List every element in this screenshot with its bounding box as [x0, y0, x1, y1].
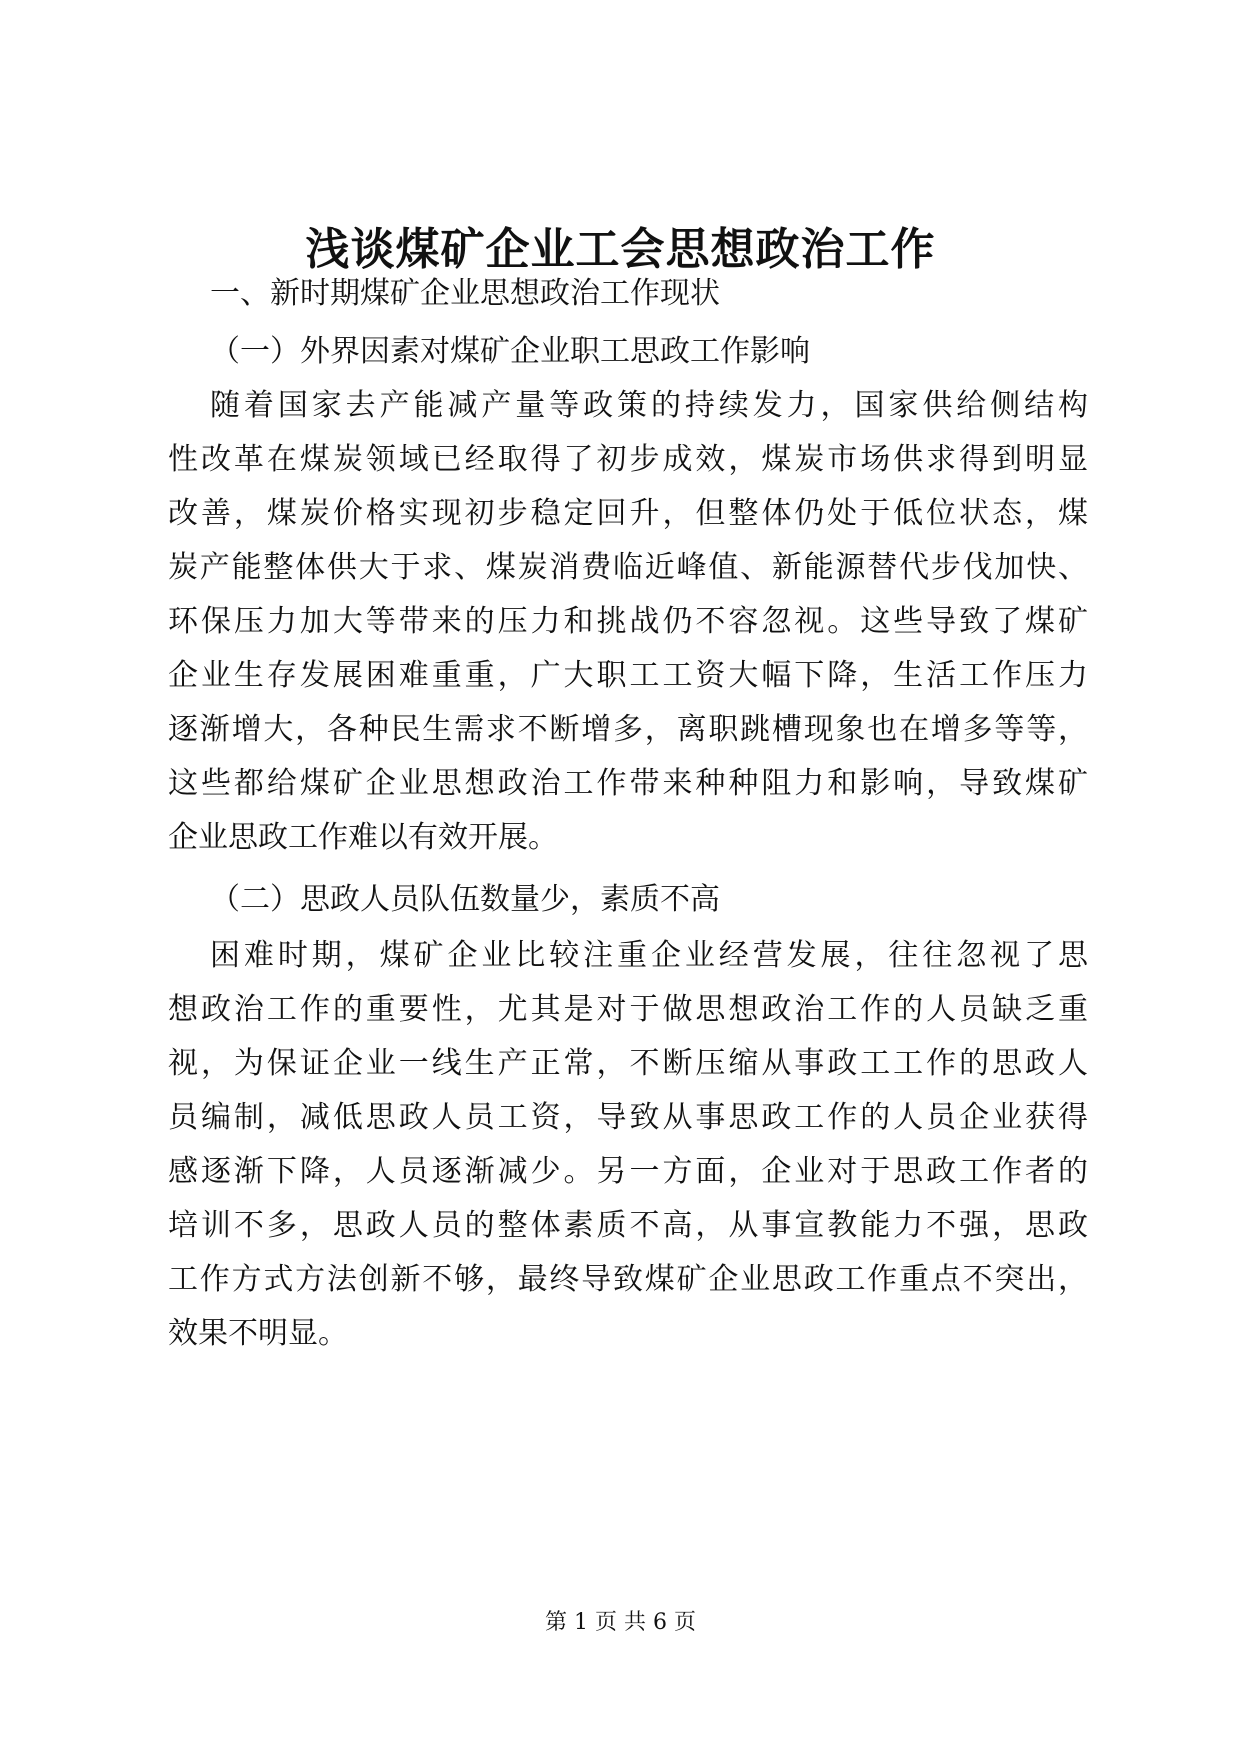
paragraph-line: 感逐渐下降，人员逐渐减少。另一方面，企业对于思政工作者的: [168, 1154, 1088, 1189]
paragraph-line: 效果不明显。: [168, 1316, 348, 1351]
paragraph-line: 企业生存发展困难重重，广大职工工资大幅下降，生活工作压力: [168, 658, 1088, 693]
paragraph-line: 环保压力加大等带来的压力和挑战仍不容忽视。这些导致了煤矿: [168, 604, 1088, 639]
paragraph-line: 随着国家去产能减产量等政策的持续发力，国家供给侧结构: [210, 388, 1088, 423]
paragraph-line: 培训不多，思政人员的整体素质不高，从事宣教能力不强，思政: [168, 1208, 1088, 1243]
subsection-heading-2: （二）思政人员队伍数量少，素质不高: [210, 882, 720, 917]
page-number-footer: 第 1 页 共 6 页: [545, 1610, 696, 1635]
paragraph-line: 视，为保证企业一线生产正常，不断压缩从事政工工作的思政人: [168, 1046, 1088, 1081]
paragraph-line: 员编制，减低思政人员工资，导致从事思政工作的人员企业获得: [168, 1100, 1088, 1135]
paragraph-line: 改善，煤炭价格实现初步稳定回升，但整体仍处于低位状态，煤: [168, 496, 1088, 531]
paragraph-line: 性改革在煤炭领域已经取得了初步成效，煤炭市场供求得到明显: [168, 442, 1088, 477]
paragraph-line: 企业思政工作难以有效开展。: [168, 820, 558, 855]
paragraph-line: 想政治工作的重要性，尤其是对于做思想政治工作的人员缺乏重: [168, 992, 1088, 1027]
subsection-heading-1: （一）外界因素对煤矿企业职工思政工作影响: [210, 334, 810, 369]
paragraph-line: 困难时期，煤矿企业比较注重企业经营发展，往往忽视了思: [210, 938, 1088, 973]
paragraph-line: 工作方式方法创新不够，最终导致煤矿企业思政工作重点不突出，: [168, 1262, 1088, 1297]
document-title: 浅谈煤矿企业工会思想政治工作: [305, 224, 936, 275]
paragraph-line: 这些都给煤矿企业思想政治工作带来种种阻力和影响，导致煤矿: [168, 766, 1088, 801]
paragraph-line: 炭产能整体供大于求、煤炭消费临近峰值、新能源替代步伐加快、: [168, 550, 1088, 585]
section-heading-1: 一、新时期煤矿企业思想政治工作现状: [210, 276, 720, 311]
paragraph-line: 逐渐增大，各种民生需求不断增多，离职跳槽现象也在增多等等，: [168, 712, 1088, 747]
